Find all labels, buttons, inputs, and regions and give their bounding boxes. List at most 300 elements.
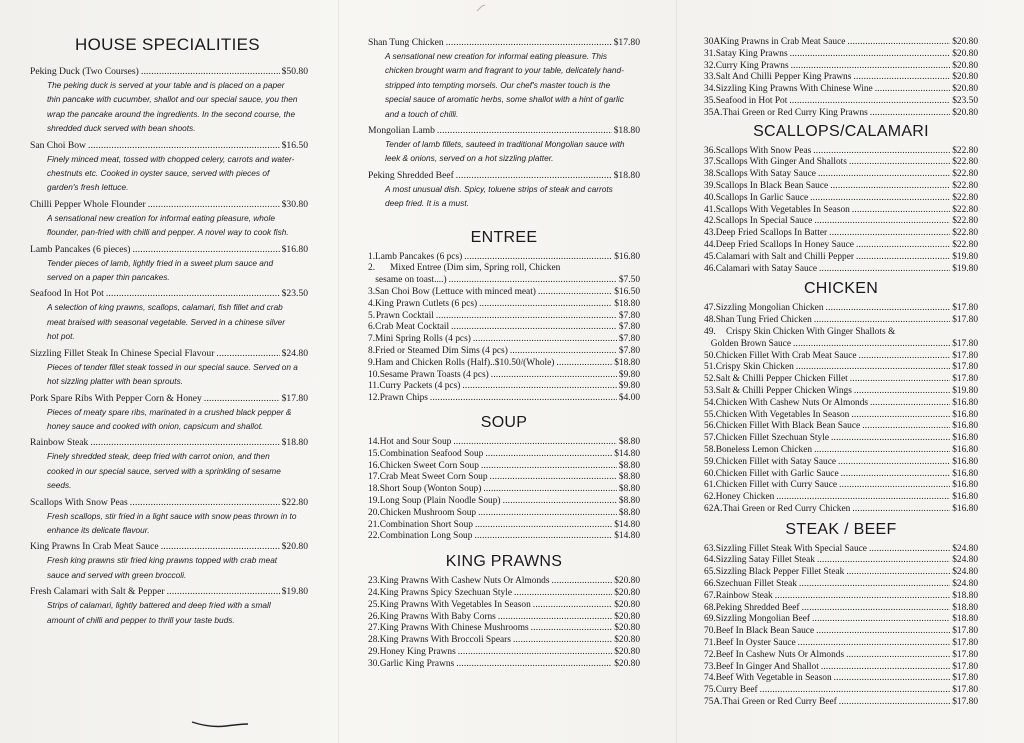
menu-item bbox=[704, 567, 978, 579]
item-number: 48. bbox=[704, 315, 716, 326]
leader-dots bbox=[760, 685, 951, 697]
item-price: $22.80 bbox=[281, 496, 308, 508]
leader-dots bbox=[789, 96, 950, 108]
item-name: Hot and Sour Soup bbox=[379, 437, 452, 448]
menu-item bbox=[704, 480, 978, 492]
menu-item bbox=[368, 496, 640, 508]
menu-item bbox=[30, 393, 308, 405]
item-name: Thai Green or Red Curry Beef bbox=[722, 697, 837, 708]
menu-item bbox=[368, 449, 640, 461]
leader-dots bbox=[852, 205, 950, 217]
item-price: $16.50 bbox=[281, 139, 308, 151]
item-price: $17.80 bbox=[952, 661, 978, 672]
item-description: A most unusual dish. Spicy, toluene strips of steak and carrots deep fried. It is a must. bbox=[385, 183, 613, 209]
item-price: $17.80 bbox=[952, 374, 978, 385]
leader-dots bbox=[776, 492, 950, 504]
pen-scribble bbox=[190, 718, 250, 730]
menu-item bbox=[368, 437, 640, 449]
item-number: 36. bbox=[704, 145, 716, 156]
item-price: $18.80 bbox=[952, 614, 978, 625]
menu-item bbox=[368, 647, 640, 659]
item-number: 71. bbox=[704, 638, 716, 649]
menu-item bbox=[30, 437, 308, 449]
menu-item bbox=[704, 96, 978, 108]
menu-item bbox=[704, 410, 978, 422]
menu-item bbox=[704, 146, 978, 158]
item-name: Chicken Fillet With Black Bean Sauce bbox=[715, 421, 861, 432]
item-name: Combination Long Soup bbox=[379, 531, 473, 542]
item-price: $22.80 bbox=[952, 228, 978, 239]
item-description: Finely minced meat, tossed with chopped celery, carrots and water-chestnuts etc. Cooked in oyster sauce, served with pieces of garden's fresh lettuce. bbox=[47, 153, 295, 193]
item-name: Deep Fried Scallops In Honey Sauce bbox=[715, 239, 854, 250]
leader-dots bbox=[449, 275, 617, 287]
item-price: $24.80 bbox=[952, 567, 978, 578]
item-price: $17.80 bbox=[952, 638, 978, 649]
item-number: 63. bbox=[704, 543, 716, 554]
leader-dots bbox=[436, 311, 617, 323]
menu-item bbox=[368, 311, 640, 323]
item-number: 25. bbox=[368, 599, 380, 610]
item-name: Shan Tung Chicken bbox=[368, 37, 444, 48]
menu-item bbox=[368, 275, 640, 287]
item-name: Sizzling King Prawns With Chinese Wine bbox=[715, 84, 873, 95]
item-price: $24.80 bbox=[281, 347, 308, 359]
item-name: Beef In Oyster Sauce bbox=[715, 638, 796, 649]
item-number: 9. bbox=[368, 357, 376, 368]
leader-dots bbox=[829, 228, 950, 240]
leader-dots bbox=[464, 252, 612, 264]
item-number: 20. bbox=[368, 507, 380, 518]
leader-dots bbox=[817, 555, 950, 567]
item-price: $19.80 bbox=[281, 586, 308, 598]
item-price: $16.80 bbox=[952, 468, 978, 479]
item-description: Strips of calamari, lightly battered and deep fried with a small amount of chilli and pepper to thrill your taste buds. bbox=[47, 600, 271, 625]
item-price: $17.80 bbox=[952, 350, 978, 361]
leader-dots bbox=[204, 393, 280, 405]
item-price: $24.80 bbox=[952, 543, 978, 554]
item-name: San Choi Bow bbox=[30, 139, 86, 151]
item-name: Beef In Black Bean Sauce bbox=[715, 626, 815, 637]
item-name: Satay King Prawns bbox=[715, 48, 788, 59]
item-price: $7.80 bbox=[618, 346, 640, 357]
item-number: 31. bbox=[704, 48, 716, 59]
menu-item bbox=[30, 288, 308, 300]
item-name: Curry King Prawns bbox=[715, 60, 789, 71]
king-prawns-list bbox=[368, 576, 640, 670]
menu-item bbox=[704, 398, 978, 410]
leader-dots bbox=[491, 370, 617, 382]
menu-item bbox=[704, 327, 978, 339]
item-price: $8.80 bbox=[618, 484, 640, 495]
top-spacer bbox=[368, 0, 640, 37]
leader-dots bbox=[481, 461, 617, 473]
item-number: 46. bbox=[704, 263, 716, 274]
item-description: Tender pieces of lamb, lightly fried in a sweet plum sauce and served on a paper thin pancakes. bbox=[47, 257, 274, 283]
menu-item bbox=[368, 346, 640, 358]
item-number: 49. bbox=[704, 326, 716, 337]
item-number: 21. bbox=[368, 519, 380, 530]
leader-dots bbox=[141, 66, 280, 78]
leader-dots bbox=[852, 504, 950, 516]
specials-list bbox=[368, 37, 640, 211]
item-price: $22.80 bbox=[952, 204, 978, 215]
house-specialities-list bbox=[30, 66, 308, 627]
item-number: 67. bbox=[704, 590, 716, 601]
item-price: $16.80 bbox=[281, 243, 308, 255]
item-number: 69. bbox=[704, 614, 716, 625]
menu-item bbox=[368, 508, 640, 520]
leader-dots bbox=[869, 544, 950, 556]
menu-item bbox=[704, 638, 978, 650]
section-title-entree: ENTREE bbox=[470, 228, 538, 246]
item-number: 18. bbox=[368, 484, 380, 495]
leader-dots bbox=[791, 61, 951, 73]
item-price: $16.80 bbox=[952, 397, 978, 408]
item-number: 60. bbox=[704, 468, 716, 479]
menu-item bbox=[368, 623, 640, 635]
item-number: 35A. bbox=[704, 107, 723, 118]
leader-dots bbox=[814, 216, 950, 228]
menu-item bbox=[704, 240, 978, 252]
item-price: $22.80 bbox=[952, 192, 978, 203]
menu-item bbox=[704, 433, 978, 445]
item-price: $22.80 bbox=[952, 180, 978, 191]
item-price: $18.80 bbox=[614, 298, 640, 309]
steak-beef-list bbox=[704, 544, 978, 709]
item-number: 42. bbox=[704, 216, 716, 227]
item-name: Mongolian Lamb bbox=[368, 125, 435, 137]
king-prawns-continued-list bbox=[704, 37, 978, 120]
item-price: $14.80 bbox=[614, 519, 640, 530]
item-price: $16.80 bbox=[952, 409, 978, 420]
menu-item bbox=[368, 358, 640, 370]
item-name: Chicken With Cashew Nuts Or Almonds bbox=[715, 397, 869, 408]
item-price: $7.50 bbox=[618, 275, 640, 286]
column-two bbox=[368, 0, 640, 671]
leader-dots bbox=[798, 638, 951, 650]
item-price: $8.80 bbox=[618, 472, 640, 483]
item-number: 39. bbox=[704, 180, 716, 191]
item-name: Thai Green or Red Curry King Prawns bbox=[722, 107, 868, 118]
leader-dots bbox=[161, 541, 280, 553]
item-number: 38. bbox=[704, 169, 716, 180]
item-number: 4. bbox=[368, 298, 376, 309]
item-number: 51. bbox=[704, 362, 716, 373]
item-price: $23.50 bbox=[952, 95, 978, 106]
menu-item bbox=[368, 381, 640, 393]
menu-item bbox=[368, 461, 640, 473]
leader-dots bbox=[853, 72, 950, 84]
menu-item bbox=[30, 541, 308, 553]
leader-dots bbox=[538, 287, 612, 299]
item-number: 56. bbox=[704, 421, 716, 432]
item-price: $17.80 bbox=[952, 685, 978, 696]
item-number: 6. bbox=[368, 322, 376, 333]
item-number: 2. bbox=[368, 263, 376, 274]
menu-item bbox=[704, 662, 978, 674]
leader-dots bbox=[456, 659, 612, 671]
menu-item bbox=[368, 600, 640, 612]
item-price: $22.80 bbox=[952, 239, 978, 250]
item-price: $17.80 bbox=[952, 303, 978, 314]
item-number: 43. bbox=[704, 228, 716, 239]
item-price: $4.00 bbox=[618, 393, 640, 404]
item-number: 15. bbox=[368, 448, 380, 459]
section-title-chicken: CHICKEN bbox=[803, 280, 879, 298]
leader-dots bbox=[456, 170, 612, 182]
item-number: 12. bbox=[368, 393, 380, 404]
item-number: 66. bbox=[704, 579, 716, 590]
chicken-list bbox=[704, 303, 978, 515]
item-number: 61. bbox=[704, 480, 716, 491]
item-number: 5. bbox=[368, 310, 376, 321]
menu-item bbox=[704, 72, 978, 84]
item-name: Sizzling Fillet Steak In Chinese Special Flavour bbox=[30, 347, 215, 359]
menu-item bbox=[30, 66, 308, 78]
item-price: $16.80 bbox=[952, 444, 978, 455]
menu-item bbox=[368, 370, 640, 382]
leader-dots bbox=[810, 193, 950, 205]
item-name: Deep Fried Scallops In Batter bbox=[715, 228, 828, 239]
item-name: Garlic King Prawns bbox=[379, 658, 455, 669]
menu-item bbox=[704, 603, 978, 615]
item-number: 16. bbox=[368, 460, 380, 471]
menu-item bbox=[368, 287, 640, 299]
item-description: Pieces of tender fillet steak tossed in our special sauce. Served on a hot sizzling platter with bean sprouts. bbox=[47, 361, 298, 387]
menu-item bbox=[704, 157, 978, 169]
item-price: $24.80 bbox=[952, 579, 978, 590]
item-number: 24. bbox=[368, 587, 380, 598]
menu-item bbox=[704, 264, 978, 276]
item-name: Sizzling Satay Fillet Steak bbox=[715, 555, 815, 566]
item-number: 3. bbox=[368, 287, 376, 298]
menu-item bbox=[704, 673, 978, 685]
item-price: $19.80 bbox=[952, 385, 978, 396]
menu-item bbox=[704, 421, 978, 433]
item-price: $20.80 bbox=[952, 48, 978, 59]
item-price: $30.80 bbox=[281, 198, 308, 210]
leader-dots bbox=[485, 449, 612, 461]
item-price: $16.80 bbox=[952, 492, 978, 503]
item-price: $8.80 bbox=[618, 437, 640, 448]
menu-item bbox=[704, 193, 978, 205]
item-name: Honey Chicken bbox=[715, 492, 775, 503]
item-name: Calamari with Salt and Chilli Pepper bbox=[715, 251, 854, 262]
item-name: King Prawns In Crab Meat Sauce bbox=[30, 541, 159, 553]
item-number: 37. bbox=[704, 157, 716, 168]
item-price: $17.80 bbox=[952, 626, 978, 637]
menu-item bbox=[30, 348, 308, 360]
item-price: $20.80 bbox=[614, 658, 640, 669]
item-number: 23. bbox=[368, 576, 380, 587]
menu-item bbox=[704, 37, 978, 49]
item-name: Fresh Calamari with Salt & Pepper bbox=[30, 586, 165, 598]
item-number: 29. bbox=[368, 646, 380, 657]
menu-item bbox=[704, 49, 978, 61]
fold-line bbox=[676, 0, 677, 743]
item-name: Beef In Ginger And Shallot bbox=[715, 661, 819, 672]
item-number: 8. bbox=[368, 346, 376, 357]
menu-item bbox=[704, 555, 978, 567]
item-name: Sizzling Mongolian Chicken bbox=[715, 303, 824, 314]
item-name: Salt & Chilli Pepper Chicken Fillet bbox=[715, 374, 848, 385]
leader-dots bbox=[875, 84, 951, 96]
leader-dots bbox=[132, 244, 279, 256]
item-number: 65. bbox=[704, 567, 716, 578]
leader-dots bbox=[839, 480, 950, 492]
item-name: Chicken Fillet with Curry Sauce bbox=[715, 480, 838, 491]
leader-dots bbox=[813, 146, 950, 158]
menu-item bbox=[30, 140, 308, 152]
leader-dots bbox=[551, 576, 612, 588]
item-description: Pieces of meaty spare ribs, marinated in a crushed black pepper & honey sauce and cooked with onion, capsicum and shallot. bbox=[47, 406, 292, 431]
leader-dots bbox=[790, 49, 951, 61]
item-number: 72. bbox=[704, 649, 716, 660]
item-price: $19.80 bbox=[952, 263, 978, 274]
item-number: 19. bbox=[368, 496, 380, 506]
leader-dots bbox=[796, 362, 950, 374]
leader-dots bbox=[821, 662, 950, 674]
menu-item bbox=[704, 445, 978, 457]
item-number: 75. bbox=[704, 685, 716, 696]
item-price: $19.80 bbox=[952, 251, 978, 262]
item-number: 35. bbox=[704, 95, 716, 106]
leader-dots bbox=[90, 437, 279, 449]
menu-item bbox=[704, 591, 978, 603]
item-price: $20.80 bbox=[614, 599, 640, 610]
item-number: 75A. bbox=[704, 697, 723, 708]
item-price: $16.80 bbox=[952, 421, 978, 432]
leader-dots bbox=[556, 358, 612, 370]
item-price: $23.50 bbox=[281, 288, 308, 300]
menu-item bbox=[368, 484, 640, 496]
item-number: 62. bbox=[704, 492, 716, 503]
menu-item bbox=[704, 685, 978, 697]
menu-item bbox=[704, 492, 978, 504]
leader-dots bbox=[849, 157, 950, 169]
item-name: Curry Packets (4 pcs) bbox=[379, 381, 461, 392]
item-name: Thai Green or Red Curry Chicken bbox=[722, 503, 851, 514]
menu-item bbox=[704, 457, 978, 469]
leader-dots bbox=[531, 623, 613, 635]
menu-item bbox=[368, 531, 640, 543]
leader-dots bbox=[446, 37, 612, 49]
item-name: Crispy Skin Chicken bbox=[715, 362, 794, 373]
item-price: $17.80 bbox=[952, 697, 978, 708]
section-title-house-specialities: HOUSE SPECIALITIES bbox=[75, 35, 260, 54]
item-price: $18.80 bbox=[614, 357, 640, 368]
leader-dots bbox=[818, 169, 950, 181]
item-name: Long Soup (Plain Noodle Soup) bbox=[379, 496, 501, 506]
item-name: Scallops With Vegetables In Season bbox=[715, 204, 850, 215]
item-name: Lamb Pancakes (6 pcs) bbox=[375, 251, 463, 262]
item-name: Sesame Prawn Toasts (4 pcs) bbox=[379, 369, 489, 380]
item-name: sesame on toast....) bbox=[375, 275, 447, 286]
column-house-specialities bbox=[30, 0, 308, 631]
item-number: 52. bbox=[704, 374, 716, 385]
item-number: 58. bbox=[704, 444, 716, 455]
item-name: Scallops With Snow Peas bbox=[715, 145, 812, 156]
leader-dots bbox=[474, 531, 612, 543]
leader-dots bbox=[856, 240, 950, 252]
item-number: 70. bbox=[704, 626, 716, 637]
menu-item bbox=[704, 650, 978, 662]
section-title-scallops-calamari: SCALLOPS/CALAMARI bbox=[753, 122, 929, 140]
item-name: Rainbow Steak bbox=[30, 437, 89, 449]
item-number: 74. bbox=[704, 673, 716, 684]
item-description: Tender of lamb fillets, sauteed in traditional Mongolian sauce with leek & onions, served on a hot sizzling platter. bbox=[385, 139, 625, 164]
item-price: $18.80 bbox=[281, 437, 308, 449]
menu-item bbox=[368, 635, 640, 647]
item-name: Mini Spring Rolls (4 pcs) bbox=[375, 334, 471, 345]
item-price: $24.80 bbox=[952, 555, 978, 566]
item-name: Shan Tung Fried Chicken bbox=[715, 315, 812, 326]
item-name: Golden Brown Sauce bbox=[710, 338, 791, 349]
item-number: 32. bbox=[704, 60, 716, 71]
leader-dots bbox=[453, 437, 617, 449]
menu-item bbox=[704, 544, 978, 556]
item-number: 30. bbox=[368, 658, 380, 669]
menu-item bbox=[368, 334, 640, 346]
item-number: 27. bbox=[368, 623, 380, 634]
menu-item bbox=[368, 612, 640, 624]
item-name: Honey King Prawns bbox=[379, 646, 456, 657]
item-price: $17.80 bbox=[952, 649, 978, 660]
menu-item bbox=[368, 576, 640, 588]
item-number: 28. bbox=[368, 635, 380, 646]
menu-item bbox=[704, 362, 978, 374]
item-name: Crab Meat Cocktail bbox=[375, 322, 450, 333]
menu-item bbox=[30, 199, 308, 211]
menu-item bbox=[368, 170, 640, 182]
menu-item bbox=[704, 351, 978, 363]
leader-dots bbox=[510, 346, 617, 358]
leader-dots bbox=[148, 199, 280, 211]
item-price: $22.80 bbox=[952, 169, 978, 180]
menu-item bbox=[704, 84, 978, 96]
leader-dots bbox=[834, 673, 951, 685]
item-name: Crispy Skin Chicken With Ginger Shallots & bbox=[726, 326, 896, 337]
item-price: $7.80 bbox=[618, 322, 640, 333]
item-name: King Prawns With Vegetables In Season bbox=[379, 599, 531, 610]
item-name: Chilli Pepper Whole Flounder bbox=[30, 198, 146, 210]
menu-item bbox=[704, 579, 978, 591]
item-price: $18.80 bbox=[613, 125, 640, 137]
item-name: Short Soup (Wonton Soup) bbox=[379, 484, 482, 495]
item-price: $16.80 bbox=[952, 456, 978, 467]
item-name: San Choi Bow (Lettuce with minced meat) bbox=[375, 287, 536, 298]
menu-item bbox=[30, 497, 308, 509]
leader-dots bbox=[851, 410, 950, 422]
item-number: 33. bbox=[704, 72, 716, 83]
item-price: $16.80 bbox=[614, 251, 640, 262]
leader-dots bbox=[533, 600, 612, 612]
item-name: Seafood in Hot Pot bbox=[715, 95, 788, 106]
item-number: 7. bbox=[368, 334, 376, 345]
menu-item bbox=[368, 37, 640, 49]
item-name: Peking Shredded Beef bbox=[368, 169, 454, 181]
leader-dots bbox=[856, 252, 950, 264]
menu-item bbox=[704, 386, 978, 398]
item-price: $20.80 bbox=[614, 576, 640, 587]
item-name: Rainbow Steak bbox=[715, 590, 773, 601]
item-name: Beef In Cashew Nuts Or Almonds bbox=[715, 649, 845, 660]
menu-item bbox=[704, 374, 978, 386]
item-price: $16.50 bbox=[614, 287, 640, 298]
item-price: $22.80 bbox=[952, 216, 978, 227]
item-number: 1. bbox=[368, 251, 376, 262]
item-name: Peking Duck (Two Courses) bbox=[30, 66, 139, 77]
